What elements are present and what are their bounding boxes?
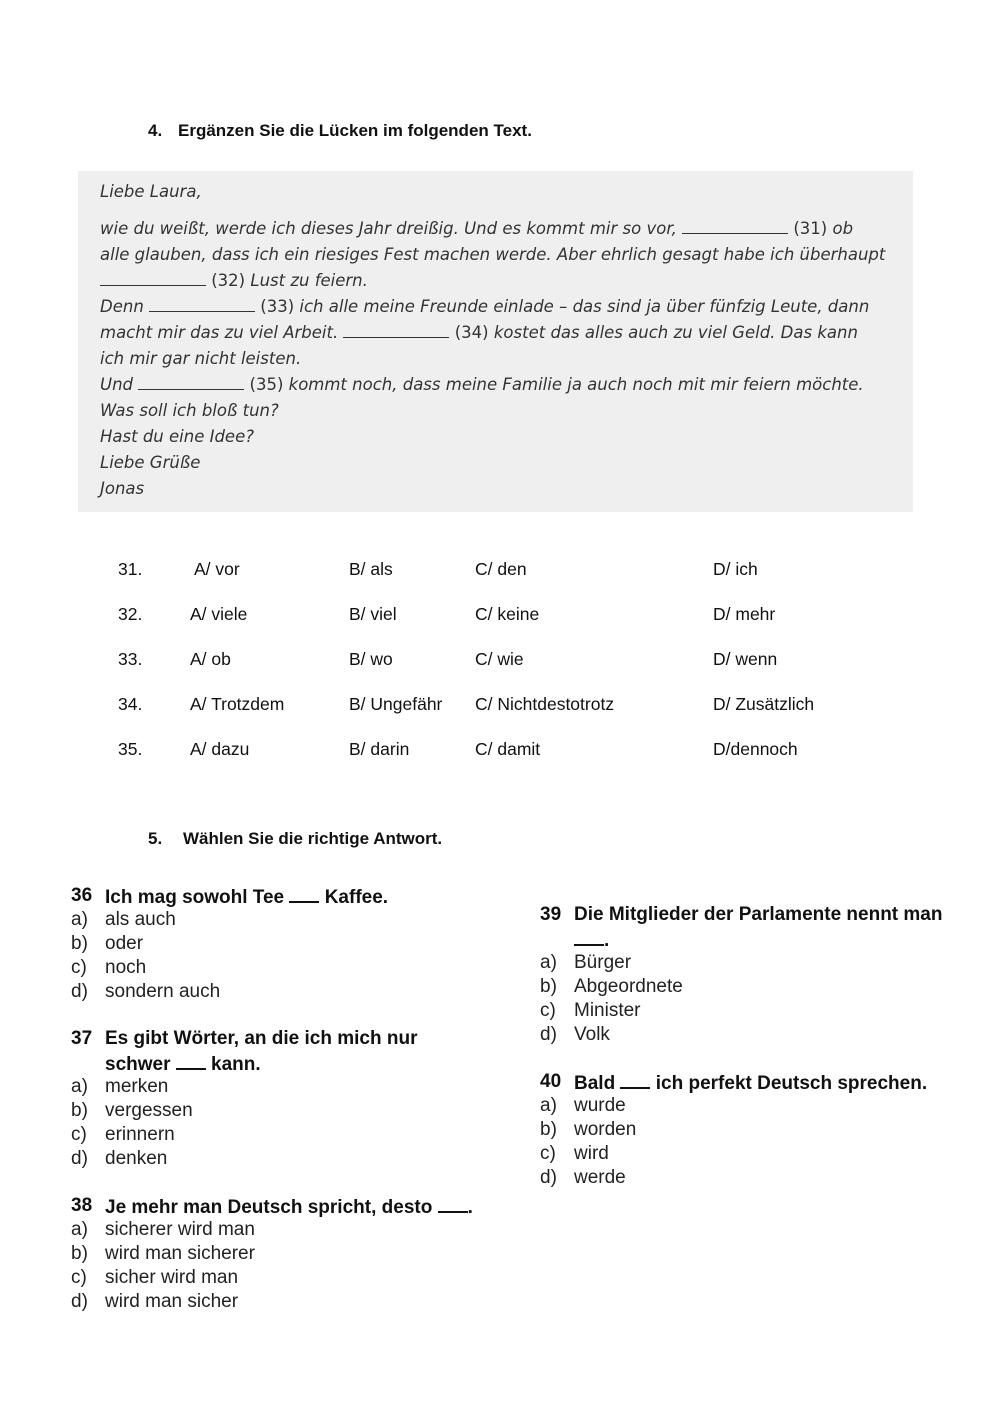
option-a[interactable]: A/ dazu: [190, 739, 250, 759]
question-text: Je mehr man Deutsch spricht, desto .: [105, 1197, 473, 1218]
letter-line: Was soll ich bloß tun?: [100, 401, 279, 420]
section-number: 4.: [148, 121, 163, 140]
letter-line: ich mir gar nicht leisten.: [100, 349, 302, 368]
answer-letter: a): [540, 952, 557, 973]
answer-option[interactable]: Minister: [574, 1000, 641, 1021]
gap-33[interactable]: [149, 297, 255, 312]
option-b[interactable]: B/ als: [349, 559, 393, 579]
section-4-heading: [148, 121, 532, 141]
answer-blank: [574, 928, 604, 946]
question-text: schwer kann.: [105, 1054, 261, 1075]
option-c[interactable]: C/ keine: [475, 604, 540, 624]
answer-letter: b): [540, 1119, 557, 1140]
answer-option[interactable]: erinnern: [105, 1124, 175, 1145]
gap-31[interactable]: [682, 219, 788, 234]
question-number: 37: [71, 1028, 93, 1049]
letter-line: macht mir das zu viel Arbeit. (34) kostet das alles auch zu viel Geld. Das kann: [100, 323, 858, 342]
answer-letter: b): [71, 1100, 88, 1121]
option-number: 35.: [118, 739, 143, 759]
question-number: 40: [540, 1071, 562, 1092]
letter-line: (32) Lust zu feiern.: [100, 271, 368, 290]
option-d[interactable]: D/dennoch: [713, 739, 798, 759]
answer-letter: c): [71, 1267, 87, 1288]
letter-line: Liebe Grüße: [100, 453, 201, 472]
answer-letter: a): [540, 1095, 557, 1116]
option-b[interactable]: B/ wo: [349, 649, 393, 669]
option-number: 31.: [118, 559, 143, 579]
answer-letter: d): [540, 1167, 557, 1188]
answer-option[interactable]: Bürger: [574, 952, 632, 973]
question-text: Bald ich perfekt Deutsch sprechen.: [574, 1073, 928, 1094]
option-c[interactable]: C/ damit: [475, 739, 541, 759]
option-d[interactable]: D/ ich: [713, 559, 758, 579]
option-d[interactable]: D/ Zusätzlich: [713, 694, 815, 714]
answer-letter: a): [71, 1076, 88, 1097]
answer-option[interactable]: merken: [105, 1076, 169, 1097]
answer-option[interactable]: wird: [574, 1143, 609, 1164]
option-number: 33.: [118, 649, 143, 669]
answer-option[interactable]: sicher wird man: [105, 1267, 239, 1288]
answer-option[interactable]: Volk: [574, 1024, 610, 1045]
answer-option[interactable]: vergessen: [105, 1100, 193, 1121]
answer-blank: [289, 885, 319, 903]
option-a[interactable]: A/ vor: [194, 559, 240, 579]
gap-32[interactable]: [100, 271, 206, 286]
letter-signature: Jonas: [100, 479, 145, 498]
question-text: Ich mag sowohl Tee Kaffee.: [105, 887, 389, 908]
option-b[interactable]: B/ Ungefähr: [349, 694, 443, 714]
gap-34[interactable]: [343, 323, 449, 338]
option-c[interactable]: C/ Nichtdestotrotz: [475, 694, 615, 714]
question-text: Es gibt Wörter, an die ich mich nur: [105, 1028, 418, 1049]
section-5-heading: [148, 829, 442, 849]
answer-option[interactable]: denken: [105, 1148, 168, 1169]
option-d[interactable]: D/ mehr: [713, 604, 776, 624]
answer-letter: a): [71, 909, 88, 930]
answer-blank: [438, 1195, 468, 1213]
answer-letter: d): [71, 1291, 88, 1312]
answer-option[interactable]: werde: [574, 1167, 626, 1188]
letter-line: alle glauben, dass ich ein riesiges Fest machen werde. Aber ehrlich gesagt habe ich überhaupt: [100, 245, 886, 264]
section-title: Wählen Sie die richtige Antwort.: [183, 829, 443, 848]
letter-line: wie du weißt, werde ich dieses Jahr dreißig. Und es kommt mir so vor, (31) ob: [100, 219, 854, 238]
answer-letter: c): [71, 1124, 87, 1145]
option-a[interactable]: A/ Trotzdem: [190, 694, 285, 714]
answer-option[interactable]: als auch: [105, 909, 176, 930]
answer-letter: c): [71, 957, 87, 978]
option-d[interactable]: D/ wenn: [713, 649, 778, 669]
section-title: Ergänzen Sie die Lücken im folgenden Text.: [178, 121, 532, 140]
question-text: .: [574, 928, 609, 952]
answer-option[interactable]: wird man sicherer: [105, 1243, 255, 1264]
answer-option[interactable]: wurde: [574, 1095, 626, 1116]
answer-option[interactable]: sondern auch: [105, 981, 221, 1002]
answer-option[interactable]: Abgeordnete: [574, 976, 683, 997]
answer-letter: d): [71, 981, 88, 1002]
option-b[interactable]: B/ darin: [349, 739, 410, 759]
option-c[interactable]: C/ wie: [475, 649, 524, 669]
option-b[interactable]: B/ viel: [349, 604, 397, 624]
answer-letter: d): [71, 1148, 88, 1169]
letter-line: Hast du eine Idee?: [100, 427, 254, 446]
answer-option[interactable]: oder: [105, 933, 144, 954]
option-c[interactable]: C/ den: [475, 559, 527, 579]
answer-letter: b): [71, 933, 88, 954]
answer-letter: b): [71, 1243, 88, 1264]
gap-35[interactable]: [138, 375, 244, 390]
answer-option[interactable]: wird man sicher: [105, 1291, 239, 1312]
letter-line: Denn (33) ich alle meine Freunde einlade – das sind ja über fünfzig Leute, dann: [100, 297, 870, 316]
section-number: 5.: [148, 829, 163, 848]
option-a[interactable]: A/ ob: [190, 649, 231, 669]
letter-greeting: Liebe Laura,: [100, 182, 202, 201]
question-number: 39: [540, 904, 562, 925]
question-text: Die Mitglieder der Parlamente nennt man: [574, 904, 943, 925]
answer-letter: a): [71, 1219, 88, 1240]
answer-letter: c): [540, 1143, 556, 1164]
option-number: 32.: [118, 604, 143, 624]
letter-line: Und (35) kommt noch, dass meine Familie ja auch noch mit mir feiern möchte.: [100, 375, 864, 394]
question-number: 36: [71, 885, 93, 906]
answer-blank: [620, 1071, 650, 1089]
answer-option[interactable]: sicherer wird man: [105, 1219, 255, 1240]
answer-letter: c): [540, 1000, 556, 1021]
option-number: 34.: [118, 694, 143, 714]
option-a[interactable]: A/ viele: [190, 604, 248, 624]
answer-option[interactable]: noch: [105, 957, 147, 978]
answer-option[interactable]: worden: [574, 1119, 637, 1140]
answer-letter: d): [540, 1024, 557, 1045]
question-number: 38: [71, 1195, 93, 1216]
answer-blank: [176, 1052, 206, 1070]
answer-letter: b): [540, 976, 557, 997]
